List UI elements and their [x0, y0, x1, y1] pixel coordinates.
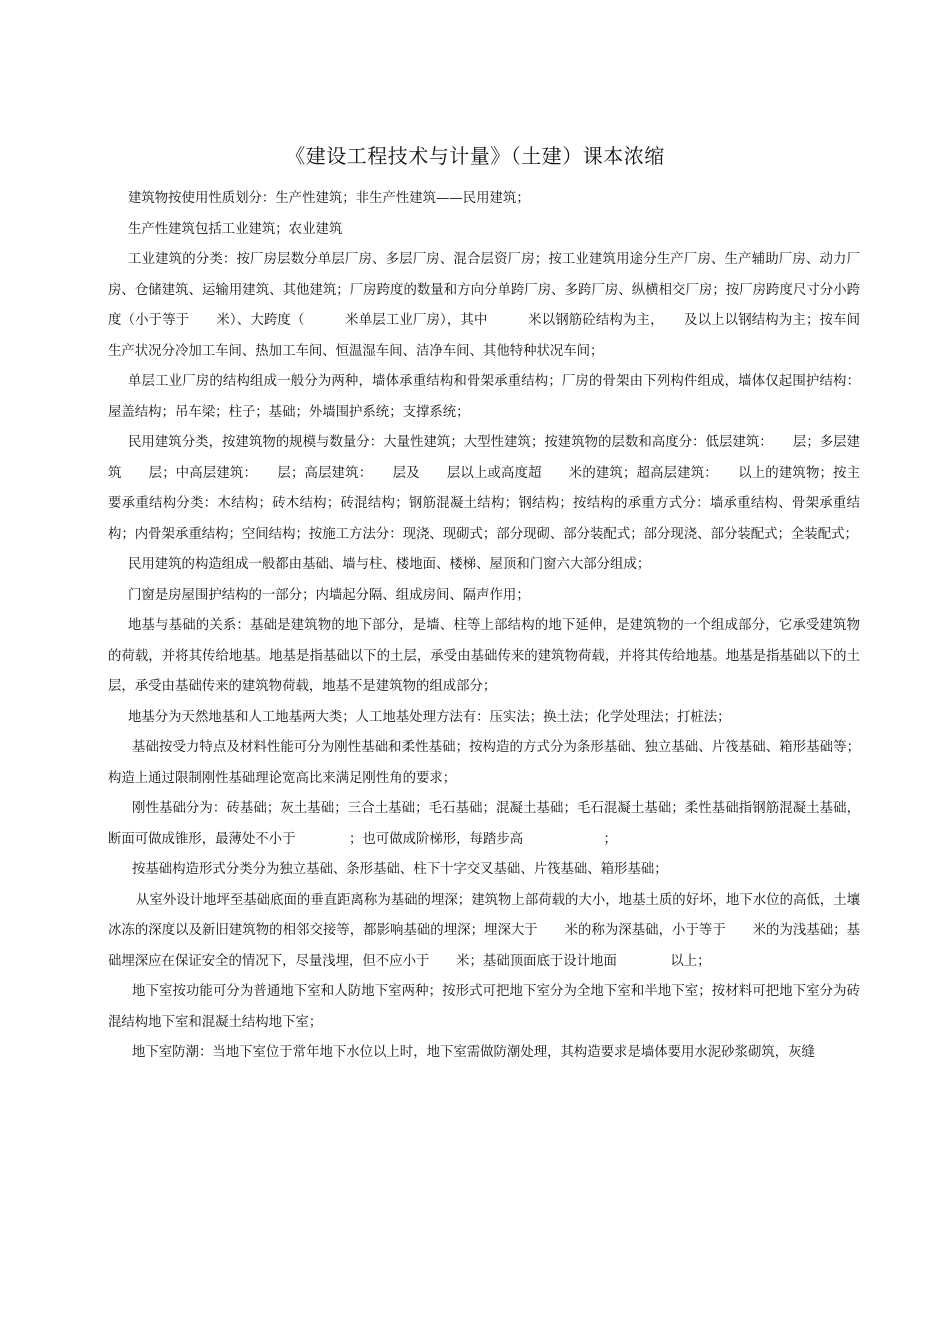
- paragraph: 单层工业厂房的结构组成一般分为两种，墙体承重结构和骨架承重结构；厂房的骨架由下列构件组成，墙体仅起围护结构：屋盖结构；吊车梁；柱子；基础；外墙围护系统；支撑系统；: [108, 374, 860, 420]
- paragraph: 按基础构造形式分类分为独立基础、条形基础、柱下十字交叉基础、片筏基础、箱形基础；: [132, 862, 668, 877]
- paragraph: 生产性建筑包括工业建筑；农业建筑: [128, 221, 343, 237]
- paragraph: 地下室按功能可分为普通地下室和人防地下室两种；按形式可把地下室分为全地下室和半地下室；按材料可把地下室分为砖混结构地下室和混凝土结构地下室；: [108, 984, 860, 1030]
- document-title: 《建设工程技术与计量》（土建）课本浓缩: [285, 144, 665, 168]
- paragraph: 民用建筑的构造组成一般都由基础、墙与柱、楼地面、楼梯、屋顶和门窗六大部分组成；: [128, 557, 651, 572]
- document-body: [108, 184, 860, 1069]
- paragraph: 民用建筑分类，按建筑物的规模与数量分：大量性建筑；大型性建筑；按建筑物的层数和高度分：低层建筑： 层；多层建筑 层；中高层建筑： 层；高层建筑： 层及 层以上或高度超 米的建筑；超高层建筑： 以上的建筑物；按主要承重结构分类：木结构；砖木结构；砖混结构；钢筋混凝土结构；钢结构；按结构的承重方式分：墙承重结构、骨架承重结构；内骨架承重结构；空间结构；按施工方法分：现浇、现砌式；部分现砌、部分装配式；部分现浇、部分装配式；全装配式；: [108, 435, 860, 542]
- paragraph: 地基分为天然地基和人工地基两大类；人工地基处理方法有：压实法；换土法；化学处理法；打桩法；: [128, 709, 731, 725]
- paragraph: 刚性基础分为：砖基础；灰土基础；三合土基础；毛石基础；混凝土基础；毛石混凝土基础；柔性基础指钢筋混凝土基础，断面可做成锥形，最薄处不小于 ；也可做成阶梯形，每踏步高 ；: [108, 801, 860, 847]
- paragraph: 地下室防潮：当地下室位于常年地下水位以上时，地下室需做防潮处理，其构造要求是墙体要用水泥砂浆砌筑，灰缝: [132, 1045, 815, 1060]
- paragraph: 工业建筑的分类：按厂房层数分单层厂房、多层厂房、混合层资厂房；按工业建筑用途分生产厂房、生产辅助厂房、动力厂房、仓储建筑、运输用建筑、其他建筑；厂房跨度的数量和方向分单跨厂房、多跨厂房、纵横相交厂房；按厂房跨度尺寸分小跨度（小于等于 米）、大跨度（ 米单层工业厂房），其中 米以钢筋砼结构为主， 及以上以钢结构为主；按车间生产状况分冷加工车间、热加工车间、恒温湿车间、洁净车间、其他特种状况车间；: [108, 252, 860, 359]
- paragraph: 建筑物按使用性质划分：生产性建筑；非生产性建筑——民用建筑；: [128, 191, 530, 206]
- paragraph: 基础按受力特点及材料性能可分为刚性基础和柔性基础；按构造的方式分为条形基础、独立基础、片筏基础、箱形基础等；构造上通过限制刚性基础理论宽高比来满足刚性角的要求；: [108, 740, 860, 786]
- paragraph: 门窗是房屋围护结构的一部分；内墙起分隔、组成房间、隔声作用；: [128, 587, 530, 603]
- paragraph: 地基与基础的关系：基础是建筑物的地下部分，是墙、柱等上部结构的地下延伸，是建筑物的一个组成部分，它承受建筑物的荷载，并将其传给地基。地基是指基础以下的土层，承受由基础传来的建筑物荷载，并将其传给地基。地基是指基础以下的土层，承受由基础传来的建筑物荷载，地基不是建筑物的组成部分；: [108, 618, 860, 694]
- paragraph: 从室外设计地坪至基础底面的垂直距离称为基础的埋深；建筑物上部荷载的大小，地基土质的好坏，地下水位的高低，土壤冰冻的深度以及新旧建筑物的相邻交接等，都影响基础的埋深；埋深大于 米的称为深基础，小于等于 米的为浅基础；基础埋深应在保证安全的情况下，尽量浅埋，但不应小于 米；基础顶面底于设计地面 以上；: [108, 892, 860, 969]
